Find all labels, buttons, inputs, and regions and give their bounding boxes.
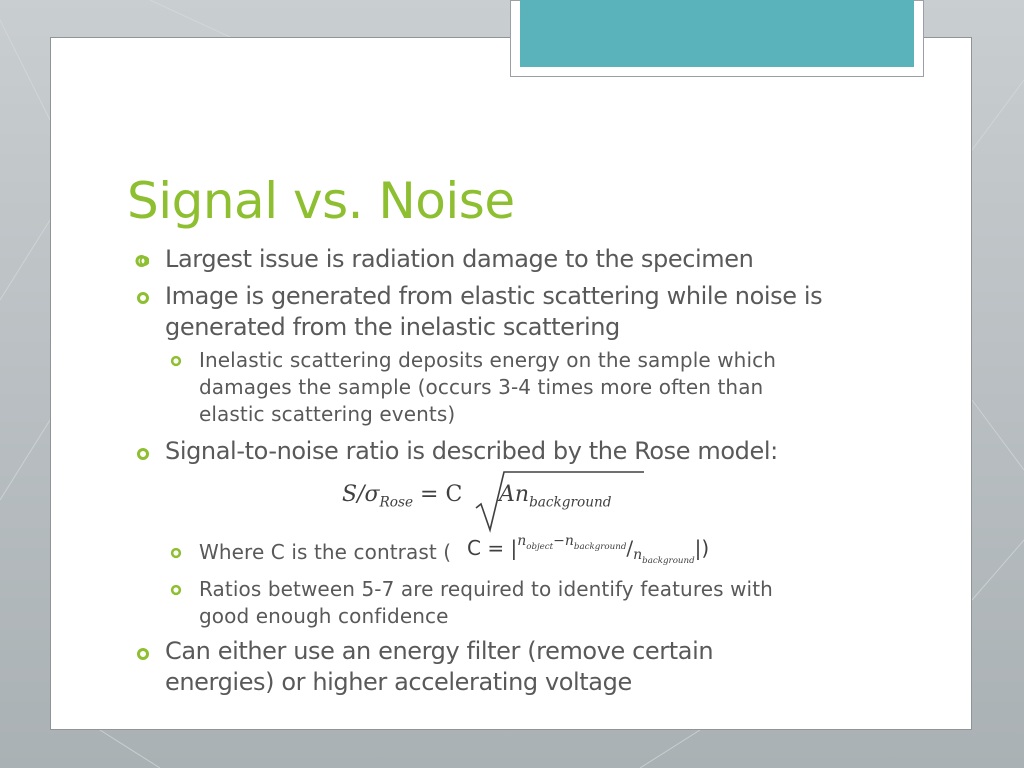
bullet-text: Image is generated from elastic scattering while noise is [165, 282, 823, 310]
sub-bullet-text: elastic scattering events) [199, 402, 456, 426]
bullet-icon [136, 447, 150, 461]
bullet-icon [136, 647, 150, 661]
bullet-icon [135, 254, 149, 268]
sub-bullet-text: good enough confidence [199, 604, 449, 628]
rose-equation [342, 482, 462, 510]
sub-bullet-text: damages the sample (occurs 3-4 times more often than [199, 375, 764, 399]
bullet-text: Can either use an energy filter (remove certain [165, 637, 714, 665]
radicand: $An_{background}$ [499, 482, 612, 511]
sub-bullet-text: Where C is the contrast ( [199, 540, 452, 564]
sub-bullet-text: Ratios between 5-7 are required to identify features with [199, 577, 773, 601]
bullet-icon [136, 291, 150, 305]
eq-lhs-sub: Rose [379, 494, 414, 511]
bullet-text: Signal-to-noise ratio is described by the Rose model: [165, 437, 778, 465]
bullet-text: generated from the inelastic scattering [165, 313, 620, 341]
sub-bullet-text: Inelastic scattering deposits energy on the sample which [199, 348, 776, 372]
sub-bullet-icon [170, 547, 182, 559]
sub-bullet-icon [170, 355, 182, 367]
bullet-text: energies) or higher accelerating voltage [165, 668, 632, 696]
eq-equals: = C [420, 482, 463, 507]
slide-title: Signal vs. Noise [127, 172, 515, 230]
eq-lhs: S/σ [342, 482, 380, 507]
sub-bullet-icon [170, 584, 182, 596]
bullet-text: Largest issue is radiation damage to the specimen [165, 245, 754, 273]
accent-bar [520, 0, 914, 67]
contrast-equation: $C = |^{n_{object}-n_{background}}/_{n_{background}}|$) [467, 533, 710, 566]
